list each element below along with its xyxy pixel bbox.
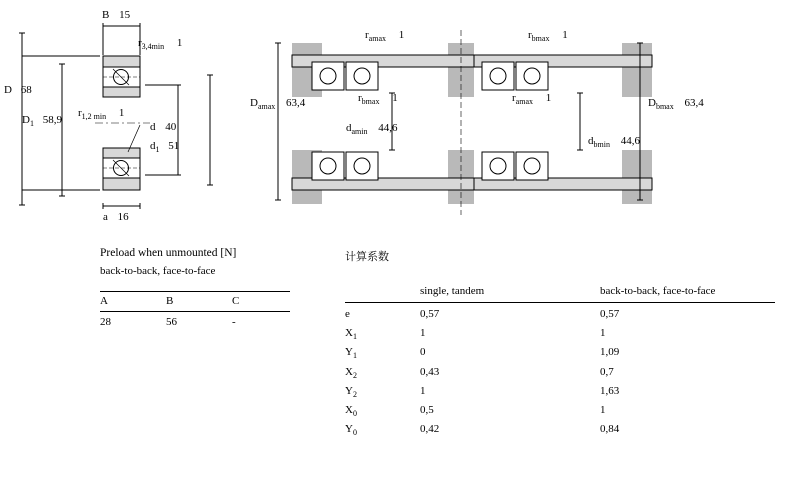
preload-header-B: B: [166, 294, 174, 307]
factors-table: [345, 248, 775, 437]
dim-label-r12min: [78, 108, 124, 121]
factor-sub-Y1: 1: [352, 351, 357, 361]
preload-value-A: 28: [100, 315, 111, 328]
factor-symbol-X0: X: [345, 403, 353, 416]
left-bearing-drawing: [0, 0, 250, 240]
preload-table-rule-mid: [100, 311, 290, 312]
rbmax-tr-value: 1: [562, 29, 568, 41]
dim-label-dbmin: [588, 136, 640, 149]
factor-single-X0: 0,5: [420, 403, 434, 416]
rbmax-ml-sub: bmax: [361, 97, 380, 107]
dim-a-symbol: a: [103, 211, 108, 223]
factors-table-title: 计算系数: [345, 250, 389, 263]
factor-sub-Y2: 2: [352, 389, 357, 399]
factor-single-Y2: 1: [420, 384, 426, 397]
Damax-value: 63,4: [286, 97, 306, 109]
factor-symbol-Y1: Y: [345, 346, 353, 359]
dim-label-rbmax-top-right: [528, 30, 568, 43]
ramax-mr-value: 1: [545, 92, 552, 104]
dim-B-value: 15: [119, 9, 131, 21]
factor-single-Y1: 0: [420, 346, 426, 359]
Dbmax-symbol: D: [648, 97, 656, 109]
preload-table-header-row: [100, 296, 300, 307]
preload-table: [100, 248, 300, 328]
dim-r34-value: 1: [176, 37, 183, 49]
dim-label-Damax: [250, 98, 305, 111]
factor-btb-X2: 0,7: [600, 365, 614, 378]
dim-d1-symbol: d: [150, 140, 156, 152]
table-row: [345, 386, 775, 399]
factors-header-single: single, tandem: [420, 285, 485, 297]
preload-table-title: Preload when unmounted [N]: [100, 247, 237, 259]
dbmin-sub: bmin: [593, 140, 610, 150]
dim-D-symbol: D: [4, 84, 12, 96]
dim-label-D: [4, 85, 32, 96]
dbmin-symbol: d: [588, 135, 594, 147]
dim-D1-value: 58,9: [42, 114, 62, 126]
factor-sub-X1: 1: [352, 332, 357, 342]
dim-r34-symbol: r: [138, 37, 142, 49]
Dbmax-sub: bmax: [655, 102, 674, 112]
factor-sub-X0: 0: [352, 409, 357, 419]
factor-btb-Y0: 0,84: [600, 423, 620, 436]
dim-D-value: 68: [20, 84, 32, 96]
factor-btb-Y2: 1,63: [600, 384, 620, 397]
dim-label-damin: [346, 123, 398, 136]
factor-symbol-e: e: [345, 308, 350, 320]
table-row: [345, 405, 775, 418]
dbmin-value: 44,6: [620, 135, 640, 147]
dim-r12-symbol: r: [78, 107, 82, 119]
preload-value-C: -: [232, 315, 236, 328]
damin-sub: amin: [351, 127, 368, 137]
dim-label-ramax-mid-right: [512, 93, 551, 106]
dim-a-value: 16: [117, 211, 129, 223]
damin-symbol: d: [346, 122, 352, 134]
dim-label-B: [102, 10, 130, 21]
dim-r12-sub: 1,2 min: [81, 112, 107, 122]
factor-single-Y0: 0,42: [420, 423, 440, 436]
factor-btb-Y1: 1,09: [600, 346, 620, 359]
dim-d1-sub: 1: [155, 145, 160, 155]
ramax-tl-sub: amax: [368, 34, 386, 44]
dim-label-d: [150, 122, 176, 133]
dim-d1-value: 51: [168, 140, 180, 152]
Dbmax-value: 63,4: [684, 97, 704, 109]
factors-table-rule: [345, 302, 775, 303]
dim-B-symbol: B: [102, 9, 110, 21]
table-row: [345, 328, 775, 341]
factor-symbol-Y2: Y: [345, 384, 353, 397]
dim-D1-sub: 1: [29, 119, 34, 129]
preload-table-value-row: [100, 317, 300, 328]
factor-single-X1: 1: [420, 327, 426, 340]
table-row: [345, 424, 775, 437]
ramax-tl-value: 1: [398, 29, 405, 41]
ramax-mr-sub: amax: [515, 97, 533, 107]
rbmax-ml-symbol: r: [358, 92, 362, 104]
factor-sub-X2: 2: [352, 370, 357, 380]
damin-value: 44,6: [378, 122, 398, 134]
factor-symbol-X2: X: [345, 365, 353, 378]
table-row: [345, 347, 775, 360]
dim-label-D1: [22, 115, 62, 128]
factor-btb-e: 0,57: [600, 308, 620, 320]
preload-table-rule-top: [100, 291, 290, 292]
rbmax-tr-sub: bmax: [531, 34, 550, 44]
factor-btb-X0: 1: [600, 403, 606, 416]
factors-header-symbol: [345, 286, 420, 297]
factor-sub-Y0: 0: [352, 428, 357, 438]
dim-r34-sub: 3,4min: [141, 42, 165, 52]
dim-r12-value: 1: [118, 107, 125, 119]
dim-label-rbmax-mid-left: [358, 93, 398, 106]
table-row: [345, 309, 775, 322]
dim-label-ramax-top-left: [365, 30, 404, 43]
ramax-mr-symbol: r: [512, 92, 516, 104]
dim-label-a: [103, 212, 129, 223]
right-bearing-arrangement-drawing: [250, 0, 800, 240]
factor-single-X2: 0,43: [420, 365, 440, 378]
factors-table-header-row: [345, 286, 775, 297]
dim-label-d1: [150, 141, 179, 154]
Damax-symbol: D: [250, 97, 258, 109]
rbmax-tr-symbol: r: [528, 29, 532, 41]
right-bearing-svg: [250, 0, 800, 240]
dim-D1-symbol: D: [22, 114, 30, 126]
preload-header-A: A: [100, 294, 108, 307]
factors-header-btb: back-to-back, face-to-face: [600, 285, 716, 297]
preload-value-B: 56: [166, 315, 177, 328]
Damax-sub: amax: [257, 102, 276, 112]
ramax-tl-symbol: r: [365, 29, 369, 41]
preload-header-C: C: [232, 294, 240, 307]
rbmax-ml-value: 1: [392, 92, 398, 104]
factor-symbol-X1: X: [345, 327, 353, 340]
factor-symbol-Y0: Y: [345, 423, 353, 436]
factor-btb-X1: 1: [600, 327, 606, 340]
dim-d-value: 40: [165, 121, 177, 133]
dim-label-r34min: [138, 38, 182, 51]
factor-single-e: 0,57: [420, 308, 440, 320]
dim-label-Dbmax: [648, 98, 704, 111]
table-row: [345, 367, 775, 380]
dim-d-symbol: d: [150, 121, 156, 133]
preload-table-subtitle: back-to-back, face-to-face: [100, 264, 216, 277]
